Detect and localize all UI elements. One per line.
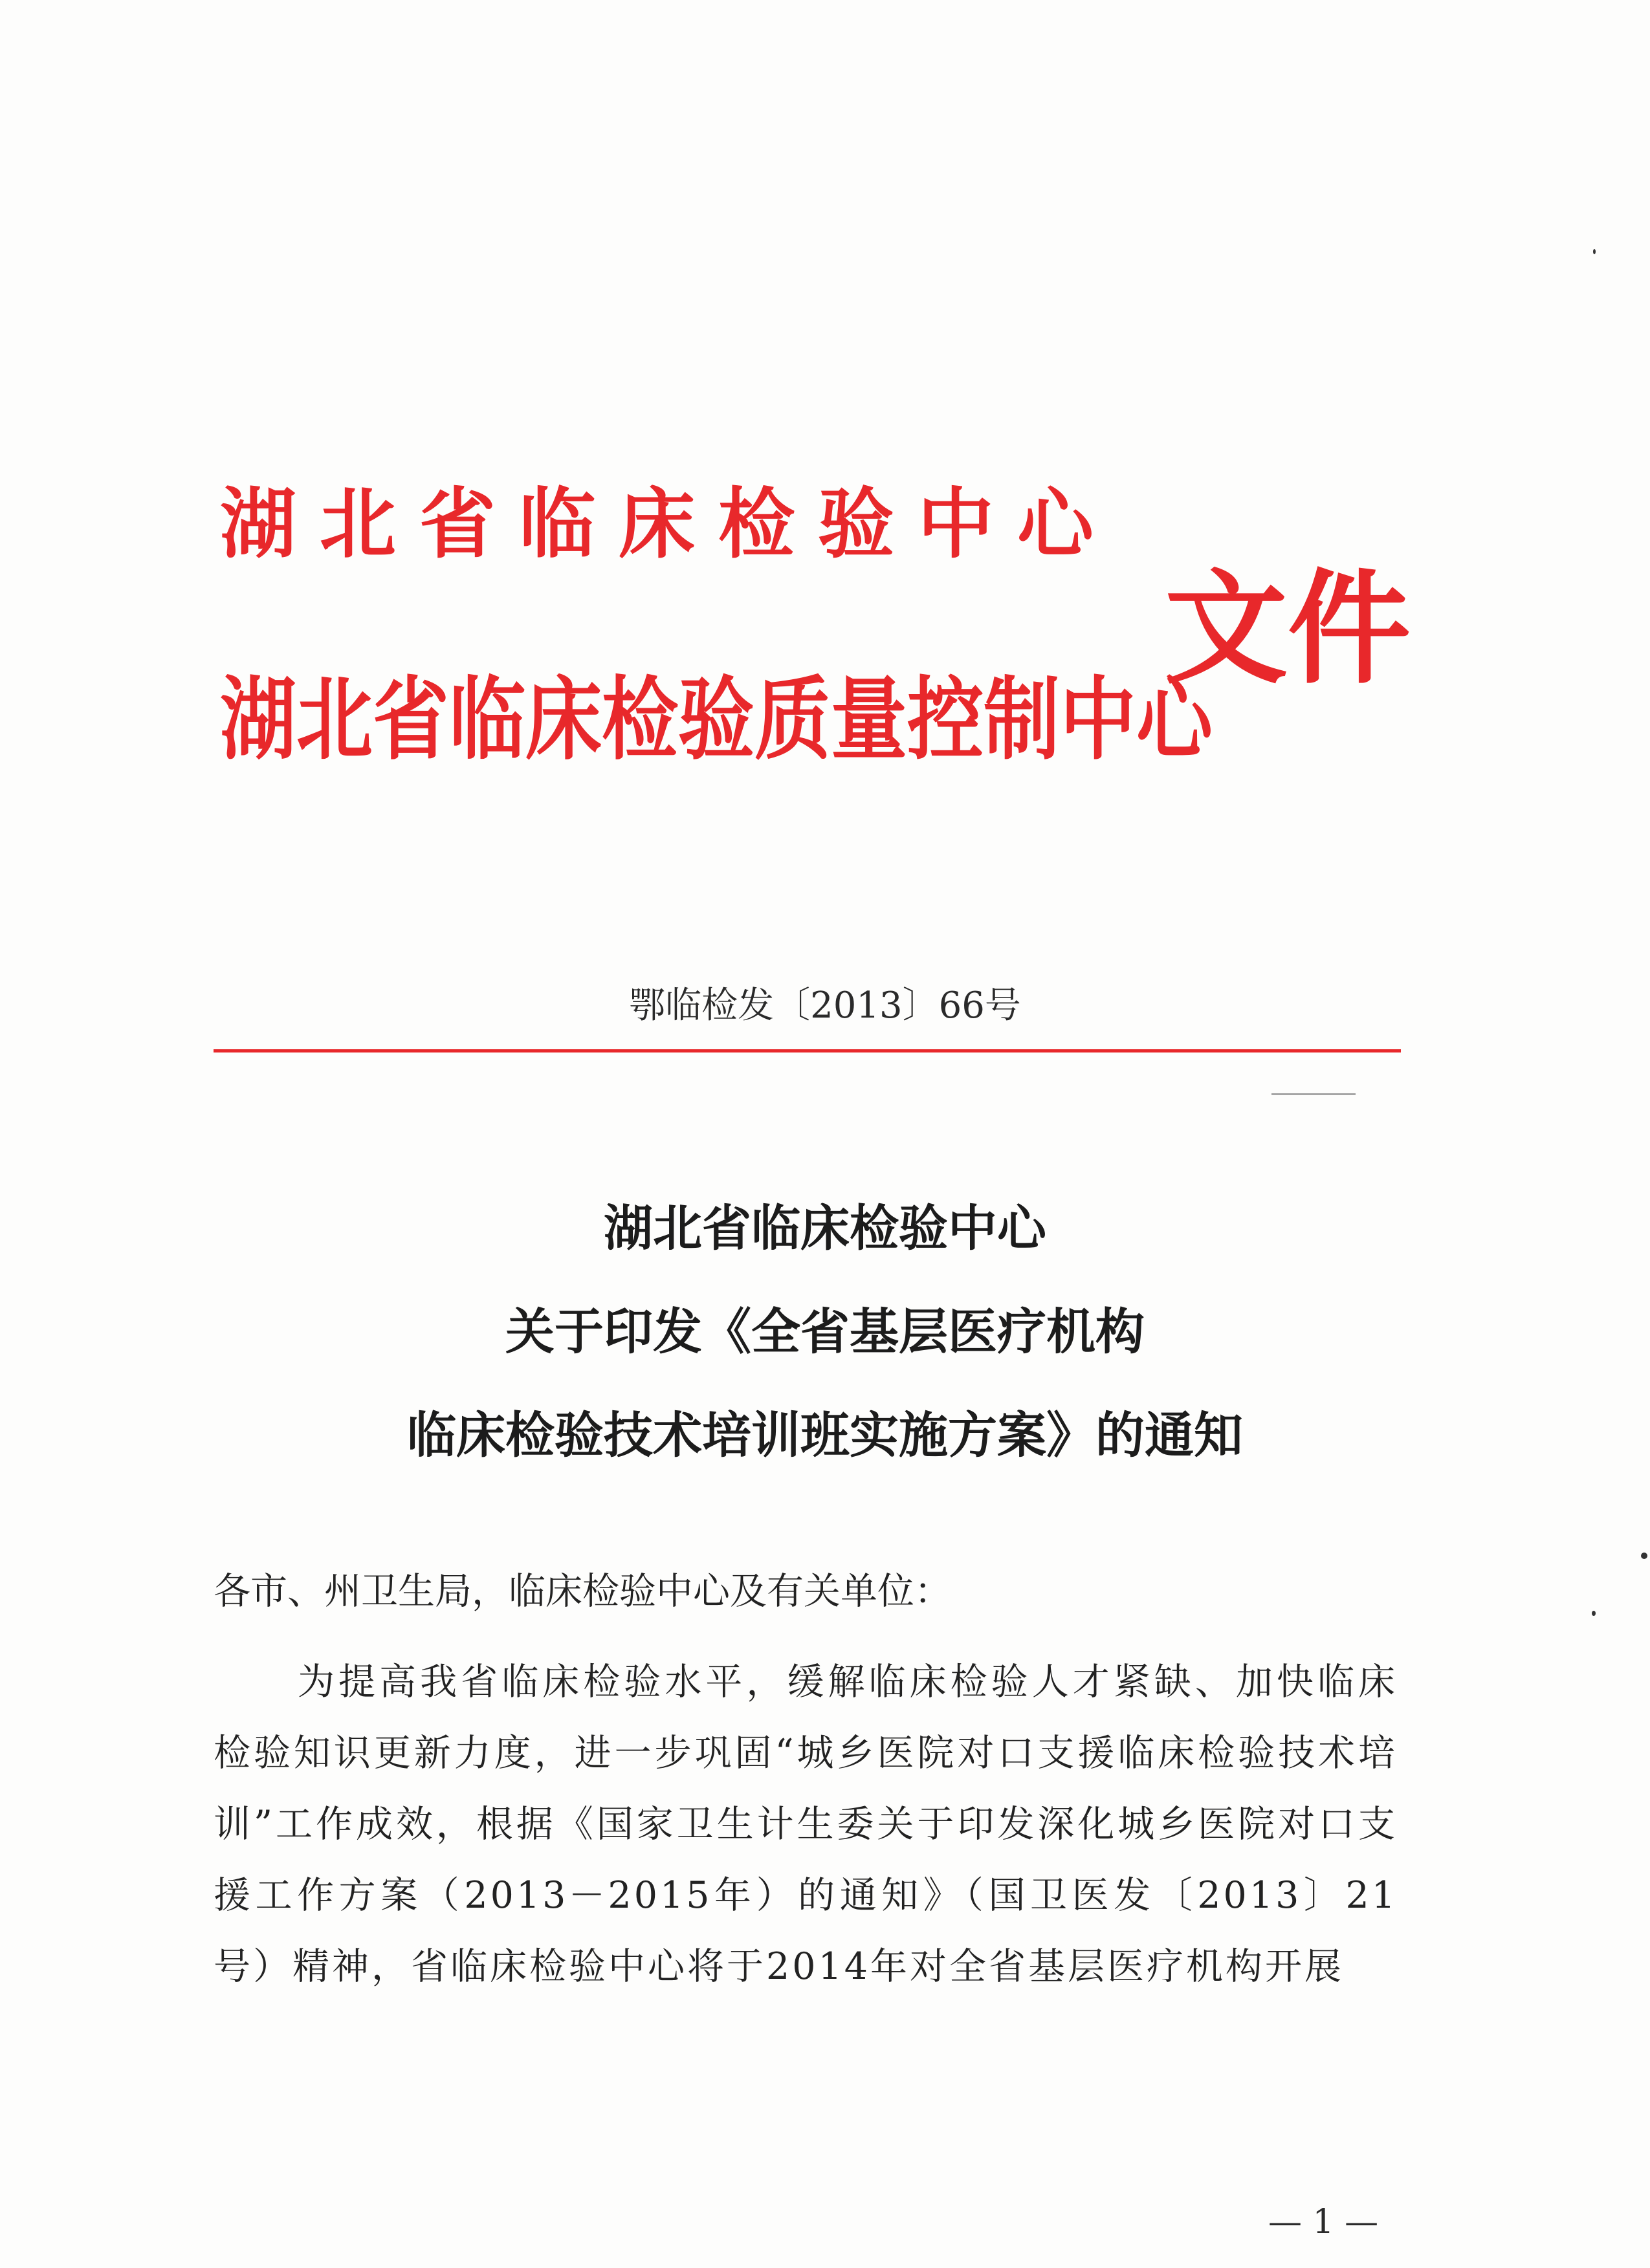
salutation: 各市、州卫生局，临床检验中心及有关单位：: [214, 1570, 951, 1613]
document-type-label: 文件: [1165, 558, 1411, 701]
document-number: 鄂临检发〔2013〕66号: [629, 985, 1021, 1027]
notice-title-line-1: 湖北省临床检验中心: [604, 1199, 1046, 1257]
scan-speck: [1641, 1553, 1647, 1559]
page-number: — 1 —: [1268, 2203, 1379, 2241]
red-divider-line: [214, 1049, 1401, 1052]
issuing-org-line-2: 湖北省临床检验质量控制中心: [220, 666, 1213, 772]
scan-artifact-mark: [1271, 1093, 1356, 1095]
issuing-org-line-1: 湖北省临床检验中心: [220, 479, 1117, 569]
scan-speck: [1592, 1611, 1596, 1616]
scan-speck: [1593, 249, 1596, 254]
notice-title-line-2: 关于印发《全省基层医疗机构: [505, 1303, 1145, 1360]
body-paragraph: 为提高我省临床检验水平，缓解临床检验人才紧缺、加快临床检验知识更新力度，进一步巩固“城乡医院对口支援临床检验技术培训”工作成效，根据《国家卫生计生委关于印发深化城乡医院对口支援工作方案（2013－2015年）的通知》（国卫医发〔2013〕21号）精神，省临床检验中心将于2014年对全省基层医疗机构开展: [214, 1661, 1398, 1988]
notice-title-line-3: 临床检验技术培训班实施方案》的通知: [407, 1406, 1243, 1464]
